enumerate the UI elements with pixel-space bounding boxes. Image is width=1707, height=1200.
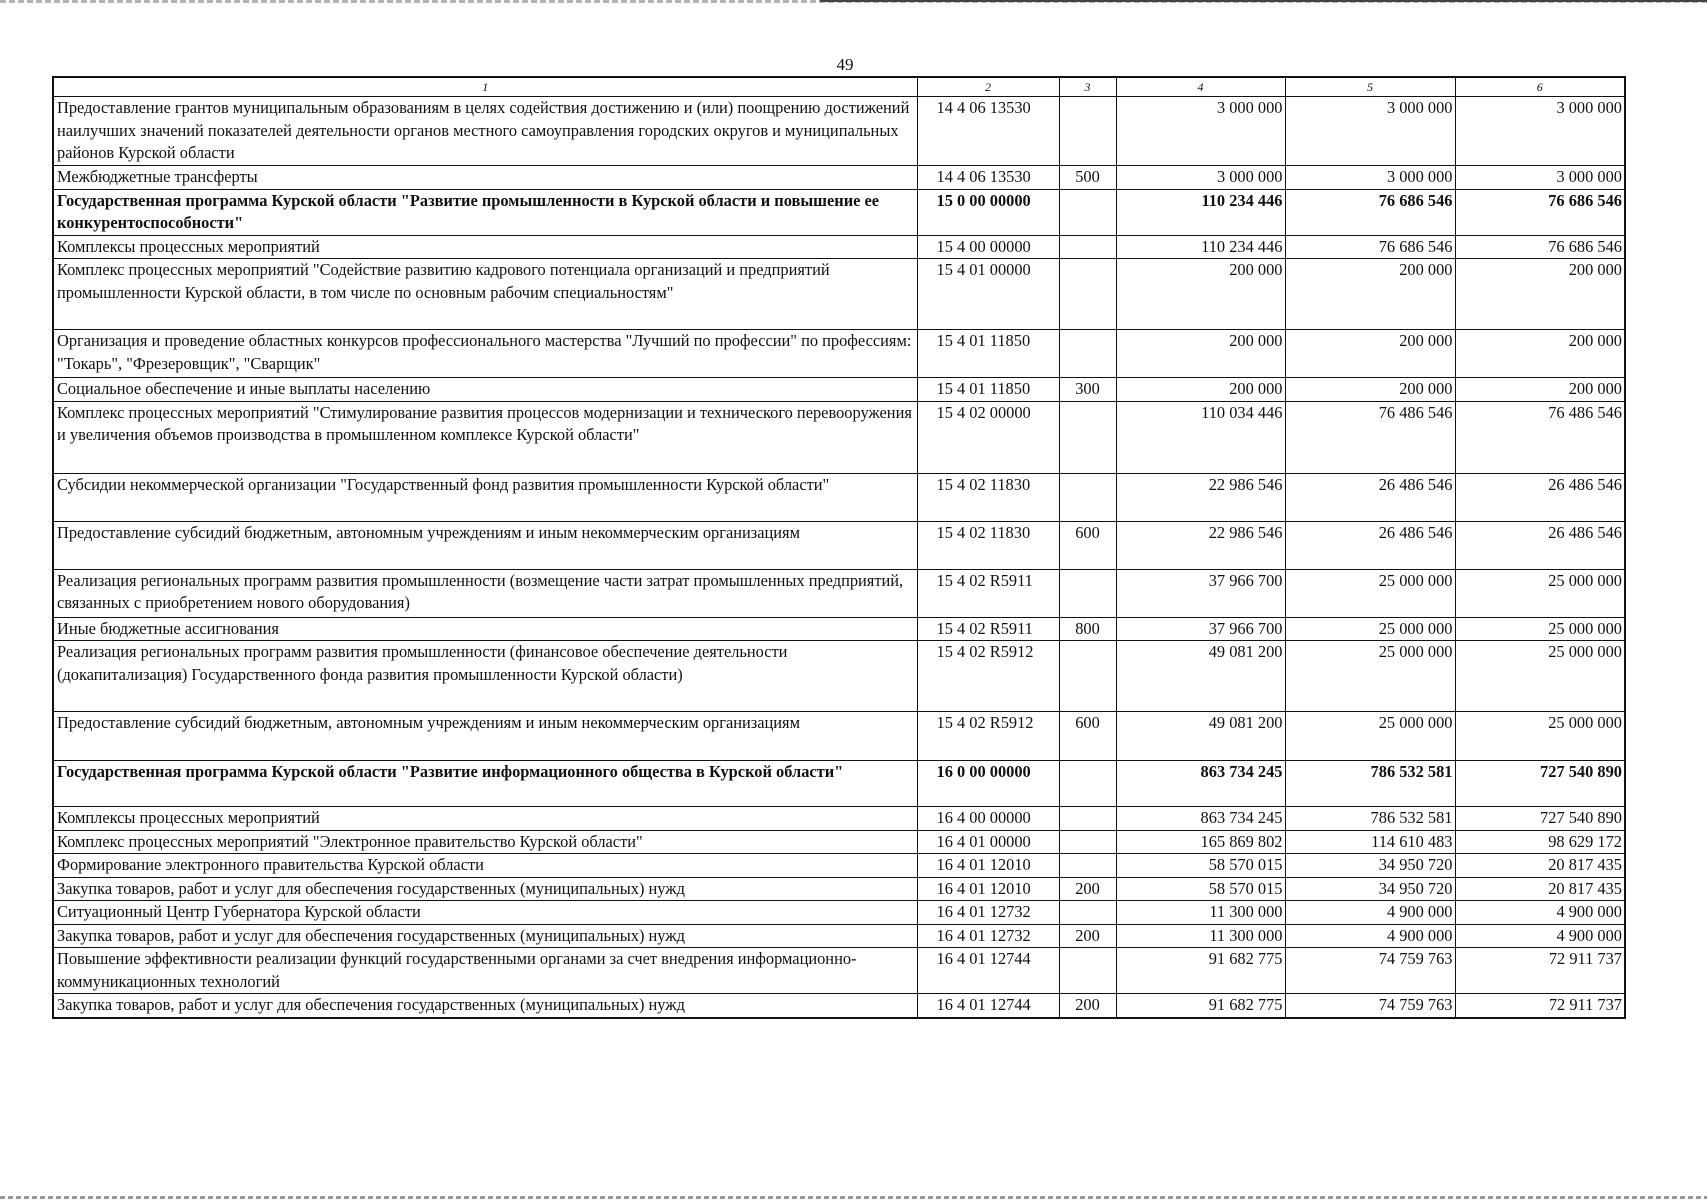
table-row: [53, 877, 1625, 901]
row-name-cell: Иные бюджетные ассигнования: [53, 617, 917, 641]
row-amount-col5-cell: 3 000 000: [1285, 166, 1455, 190]
row-amount-col6-cell: 4 900 000: [1455, 901, 1625, 925]
row-amount-col6-cell: 200 000: [1455, 330, 1625, 378]
row-amount-col6-cell: 3 000 000: [1455, 97, 1625, 166]
row-amount-col6-cell: 25 000 000: [1455, 712, 1625, 761]
scan-edge-top-line: [820, 0, 1707, 2]
row-amount-col4-cell: 11 300 000: [1116, 924, 1285, 948]
column-header-1: 1: [53, 77, 917, 97]
table-row: [53, 330, 1625, 378]
row-amount-col6-cell: 26 486 546: [1455, 521, 1625, 569]
row-amount-col4-cell: 110 234 446: [1116, 235, 1285, 259]
row-amount-col4-cell: 3 000 000: [1116, 166, 1285, 190]
row-name-cell: Комплексы процессных мероприятий: [53, 235, 917, 259]
row-amount-col6-cell: 76 686 546: [1455, 189, 1625, 235]
row-amount-col6-cell: 727 540 890: [1455, 761, 1625, 807]
row-amount-col5-cell: 34 950 720: [1285, 854, 1455, 878]
row-amount-col4-cell: 165 869 802: [1116, 830, 1285, 854]
row-name-cell: Реализация региональных программ развития промышленности (финансовое обеспечение деятельности (докапитализация) Государственного фонда развития промышленности Курской области): [53, 641, 917, 712]
row-amount-col5-cell: 76 486 546: [1285, 401, 1455, 473]
row-amount-col5-cell: 25 000 000: [1285, 569, 1455, 617]
row-amount-col4-cell: 49 081 200: [1116, 641, 1285, 712]
row-name-cell: Предоставление субсидий бюджетным, автономным учреждениям и иным некоммерческим организациям: [53, 521, 917, 569]
row-code-cell: 15 0 00 00000: [917, 189, 1059, 235]
row-code-cell: 15 4 02 11830: [917, 521, 1059, 569]
row-amount-col4-cell: 37 966 700: [1116, 569, 1285, 617]
row-expense-type-cell: [1059, 330, 1116, 378]
row-amount-col5-cell: 200 000: [1285, 378, 1455, 402]
row-name-cell: Предоставление грантов муниципальным образованиям в целях содействия достижению и (или) поощрению достижений наилучших значений показателей деятельности органов местного самоуправления городских округов и муниципальных районов Курской области: [53, 97, 917, 166]
row-amount-col6-cell: 72 911 737: [1455, 994, 1625, 1018]
row-amount-col5-cell: 25 000 000: [1285, 641, 1455, 712]
row-amount-col6-cell: 3 000 000: [1455, 166, 1625, 190]
table-row: [53, 948, 1625, 994]
row-amount-col6-cell: 72 911 737: [1455, 948, 1625, 994]
row-code-cell: 16 0 00 00000: [917, 761, 1059, 807]
row-amount-col4-cell: 200 000: [1116, 330, 1285, 378]
row-amount-col4-cell: 37 966 700: [1116, 617, 1285, 641]
row-amount-col6-cell: 20 817 435: [1455, 877, 1625, 901]
row-code-cell: 16 4 01 12010: [917, 854, 1059, 878]
row-name-cell: Субсидии некоммерческой организации "Государственный фонд развития промышленности Курской области": [53, 473, 917, 521]
row-name-cell: Закупка товаров, работ и услуг для обеспечения государственных (муниципальных) нужд: [53, 924, 917, 948]
row-expense-type-cell: 800: [1059, 617, 1116, 641]
column-header-2: 2: [917, 77, 1059, 97]
column-header-row: [53, 77, 1625, 97]
row-amount-col5-cell: 4 900 000: [1285, 924, 1455, 948]
table-row: [53, 97, 1625, 166]
row-name-cell: Предоставление субсидий бюджетным, автономным учреждениям и иным некоммерческим организациям: [53, 712, 917, 761]
row-amount-col6-cell: 26 486 546: [1455, 473, 1625, 521]
row-expense-type-cell: [1059, 854, 1116, 878]
row-expense-type-cell: [1059, 401, 1116, 473]
table-row: [53, 378, 1625, 402]
row-name-cell: Комплекс процессных мероприятий "Электронное правительство Курской области": [53, 830, 917, 854]
table-row: [53, 189, 1625, 235]
row-amount-col4-cell: 91 682 775: [1116, 994, 1285, 1018]
row-expense-type-cell: [1059, 948, 1116, 994]
row-code-cell: 16 4 01 12732: [917, 924, 1059, 948]
row-name-cell: Организация и проведение областных конкурсов профессионального мастерства "Лучший по профессии" по профессиям: "Токарь", "Фрезеровщик", "Сварщик": [53, 330, 917, 378]
row-amount-col4-cell: 58 570 015: [1116, 854, 1285, 878]
table-row: [53, 259, 1625, 330]
row-amount-col5-cell: 26 486 546: [1285, 521, 1455, 569]
row-code-cell: 14 4 06 13530: [917, 166, 1059, 190]
row-amount-col4-cell: 22 986 546: [1116, 521, 1285, 569]
row-name-cell: Социальное обеспечение и иные выплаты населению: [53, 378, 917, 402]
row-code-cell: 15 4 02 R5911: [917, 569, 1059, 617]
row-expense-type-cell: 300: [1059, 378, 1116, 402]
row-code-cell: 16 4 01 12010: [917, 877, 1059, 901]
row-expense-type-cell: 600: [1059, 521, 1116, 569]
row-amount-col4-cell: 58 570 015: [1116, 877, 1285, 901]
row-amount-col6-cell: 25 000 000: [1455, 641, 1625, 712]
row-code-cell: 15 4 00 00000: [917, 235, 1059, 259]
row-expense-type-cell: [1059, 569, 1116, 617]
row-code-cell: 15 4 02 R5911: [917, 617, 1059, 641]
row-expense-type-cell: [1059, 235, 1116, 259]
row-amount-col4-cell: 200 000: [1116, 259, 1285, 330]
row-amount-col6-cell: 200 000: [1455, 259, 1625, 330]
row-name-cell: Ситуационный Центр Губернатора Курской области: [53, 901, 917, 925]
row-amount-col5-cell: 76 686 546: [1285, 235, 1455, 259]
row-expense-type-cell: 500: [1059, 166, 1116, 190]
table-row: [53, 994, 1625, 1018]
column-header-3: 3: [1059, 77, 1116, 97]
row-amount-col4-cell: 863 734 245: [1116, 807, 1285, 831]
row-code-cell: 16 4 01 12744: [917, 994, 1059, 1018]
row-code-cell: 15 4 01 00000: [917, 259, 1059, 330]
table-row: [53, 617, 1625, 641]
table-row: [53, 830, 1625, 854]
table-row: [53, 521, 1625, 569]
row-amount-col6-cell: 25 000 000: [1455, 617, 1625, 641]
row-amount-col5-cell: 3 000 000: [1285, 97, 1455, 166]
table-row: [53, 235, 1625, 259]
row-code-cell: 15 4 02 R5912: [917, 641, 1059, 712]
row-name-cell: Повышение эффективности реализации функций государственными органами за счет внедрения информационно-коммуникационных технологий: [53, 948, 917, 994]
table-row: [53, 641, 1625, 712]
row-amount-col4-cell: 91 682 775: [1116, 948, 1285, 994]
row-code-cell: 16 4 01 12732: [917, 901, 1059, 925]
row-name-cell: Формирование электронного правительства Курской области: [53, 854, 917, 878]
row-code-cell: 15 4 02 11830: [917, 473, 1059, 521]
row-expense-type-cell: 200: [1059, 877, 1116, 901]
row-amount-col4-cell: 11 300 000: [1116, 901, 1285, 925]
row-name-cell: Комплекс процессных мероприятий "Стимулирование развития процессов модернизации и технического перевооружения и увеличения объемов производства в промышленном комплексе Курской области": [53, 401, 917, 473]
row-name-cell: Комплекс процессных мероприятий "Содействие развитию кадрового потенциала организаций и предприятий промышленности Курской области, в том числе по основным рабочим специальностям": [53, 259, 917, 330]
row-expense-type-cell: [1059, 641, 1116, 712]
column-header-6: 6: [1455, 77, 1625, 97]
table-row: [53, 924, 1625, 948]
row-amount-col5-cell: 200 000: [1285, 259, 1455, 330]
row-code-cell: 16 4 01 00000: [917, 830, 1059, 854]
budget-table: [52, 76, 1626, 1019]
row-amount-col5-cell: 74 759 763: [1285, 948, 1455, 994]
table-row: [53, 901, 1625, 925]
scan-edge-bottom: [0, 1196, 1707, 1199]
column-header-5: 5: [1285, 77, 1455, 97]
row-expense-type-cell: [1059, 901, 1116, 925]
row-expense-type-cell: [1059, 473, 1116, 521]
row-name-cell: Реализация региональных программ развития промышленности (возмещение части затрат промышленных предприятий, связанных с приобретением нового оборудования): [53, 569, 917, 617]
row-amount-col5-cell: 76 686 546: [1285, 189, 1455, 235]
row-amount-col5-cell: 114 610 483: [1285, 830, 1455, 854]
row-expense-type-cell: [1059, 259, 1116, 330]
page-number: 49: [836, 55, 854, 74]
row-amount-col4-cell: 200 000: [1116, 378, 1285, 402]
column-header-4: 4: [1116, 77, 1285, 97]
row-amount-col4-cell: 3 000 000: [1116, 97, 1285, 166]
table-row: [53, 401, 1625, 473]
row-expense-type-cell: 200: [1059, 994, 1116, 1018]
row-amount-col5-cell: 34 950 720: [1285, 877, 1455, 901]
row-name-cell: Закупка товаров, работ и услуг для обеспечения государственных (муниципальных) нужд: [53, 994, 917, 1018]
row-expense-type-cell: [1059, 761, 1116, 807]
row-name-cell: Комплексы процессных мероприятий: [53, 807, 917, 831]
row-name-cell: Государственная программа Курской области "Развитие информационного общества в Курской области": [53, 761, 917, 807]
row-amount-col6-cell: 727 540 890: [1455, 807, 1625, 831]
row-amount-col5-cell: 4 900 000: [1285, 901, 1455, 925]
row-name-cell: Закупка товаров, работ и услуг для обеспечения государственных (муниципальных) нужд: [53, 877, 917, 901]
table-row: [53, 712, 1625, 761]
row-amount-col5-cell: 26 486 546: [1285, 473, 1455, 521]
row-amount-col6-cell: 76 686 546: [1455, 235, 1625, 259]
row-amount-col6-cell: 4 900 000: [1455, 924, 1625, 948]
table-row: [53, 569, 1625, 617]
row-name-cell: Межбюджетные трансферты: [53, 166, 917, 190]
row-expense-type-cell: 600: [1059, 712, 1116, 761]
table-row: [53, 473, 1625, 521]
table-row: [53, 166, 1625, 190]
row-code-cell: 16 4 01 12744: [917, 948, 1059, 994]
row-code-cell: 14 4 06 13530: [917, 97, 1059, 166]
row-amount-col4-cell: 49 081 200: [1116, 712, 1285, 761]
row-amount-col6-cell: 20 817 435: [1455, 854, 1625, 878]
row-code-cell: 15 4 02 00000: [917, 401, 1059, 473]
row-amount-col4-cell: 110 234 446: [1116, 189, 1285, 235]
row-amount-col4-cell: 863 734 245: [1116, 761, 1285, 807]
row-amount-col5-cell: 74 759 763: [1285, 994, 1455, 1018]
row-expense-type-cell: [1059, 189, 1116, 235]
row-code-cell: 15 4 01 11850: [917, 330, 1059, 378]
row-expense-type-cell: [1059, 807, 1116, 831]
row-amount-col5-cell: 786 532 581: [1285, 807, 1455, 831]
table-row: [53, 854, 1625, 878]
row-expense-type-cell: [1059, 830, 1116, 854]
row-amount-col4-cell: 110 034 446: [1116, 401, 1285, 473]
row-code-cell: 15 4 02 R5912: [917, 712, 1059, 761]
table-row: [53, 761, 1625, 807]
row-amount-col6-cell: 25 000 000: [1455, 569, 1625, 617]
row-amount-col5-cell: 200 000: [1285, 330, 1455, 378]
row-amount-col6-cell: 98 629 172: [1455, 830, 1625, 854]
row-amount-col5-cell: 25 000 000: [1285, 712, 1455, 761]
row-amount-col4-cell: 22 986 546: [1116, 473, 1285, 521]
row-expense-type-cell: [1059, 97, 1116, 166]
row-amount-col6-cell: 76 486 546: [1455, 401, 1625, 473]
row-amount-col5-cell: 25 000 000: [1285, 617, 1455, 641]
row-amount-col6-cell: 200 000: [1455, 378, 1625, 402]
row-code-cell: 15 4 01 11850: [917, 378, 1059, 402]
row-name-cell: Государственная программа Курской области "Развитие промышленности в Курской области и повышение ее конкурентоспособности": [53, 189, 917, 235]
table-row: [53, 807, 1625, 831]
row-amount-col5-cell: 786 532 581: [1285, 761, 1455, 807]
row-expense-type-cell: 200: [1059, 924, 1116, 948]
row-code-cell: 16 4 00 00000: [917, 807, 1059, 831]
